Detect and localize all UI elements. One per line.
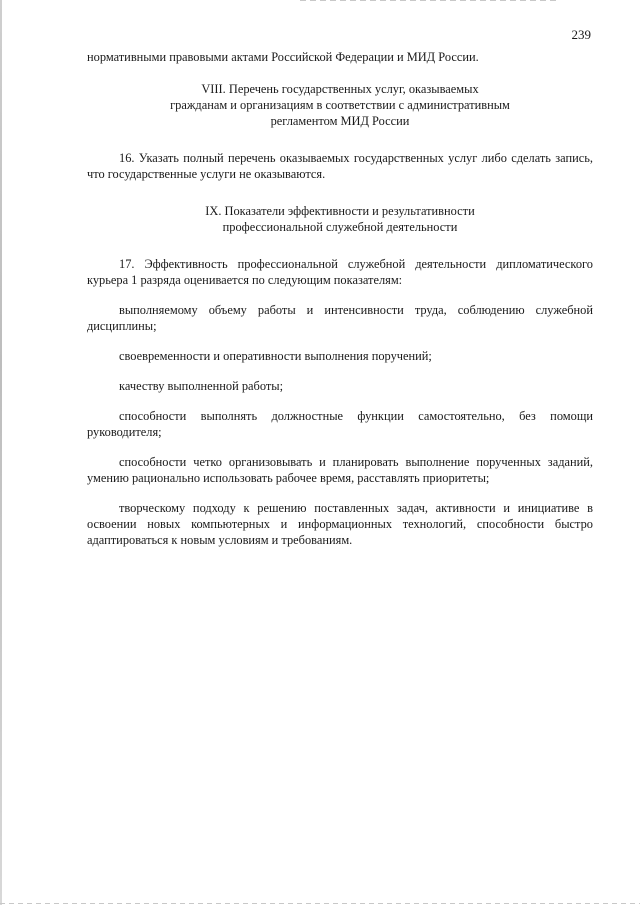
indicator-timeliness: своевременности и оперативности выполнения поручений; <box>119 349 432 363</box>
page-number: 239 <box>571 27 591 42</box>
indicator-planning: способности четко организовывать и планировать выполнение порученных заданий, умению рационально использовать рабочее время, расставлять приоритеты; <box>87 455 593 485</box>
section-8-heading: VIII. Перечень государственных услуг, оказываемых гражданам и организациям в соответствии с административным регламентом МИД России <box>170 82 510 128</box>
indicator-independence: способности выполнять должностные функции самостоятельно, без помощи руководителя; <box>87 409 593 439</box>
intro-line: нормативными правовыми актами Российской Федерации и МИД России. <box>87 50 479 64</box>
indicator-quality: качеству выполненной работы; <box>119 379 284 393</box>
item-17: 17. Эффективность профессиональной служебной деятельности дипломатического курьера 1 разряда оценивается по следующим показателям: <box>87 257 593 287</box>
document-body <box>87 49 593 548</box>
scan-edge-bottom <box>0 903 640 904</box>
indicator-workload: выполняемому объему работы и интенсивности труда, соблюдению служебной дисциплины; <box>87 303 593 333</box>
scan-edge-left <box>0 0 2 905</box>
scan-edge-top <box>300 0 560 1</box>
indicator-creativity: творческому подходу к решению поставленных задач, активности и инициативе в освоении новых компьютерных и информационных технологий, способности быстро адаптироваться к новым условиям и требованиям. <box>87 501 593 547</box>
item-16: 16. Указать полный перечень оказываемых государственных услуг либо сделать запись, что государственные услуги не оказываются. <box>87 151 593 181</box>
section-9-heading: IX. Показатели эффективности и результативности профессиональной служебной деятельности <box>205 204 475 234</box>
